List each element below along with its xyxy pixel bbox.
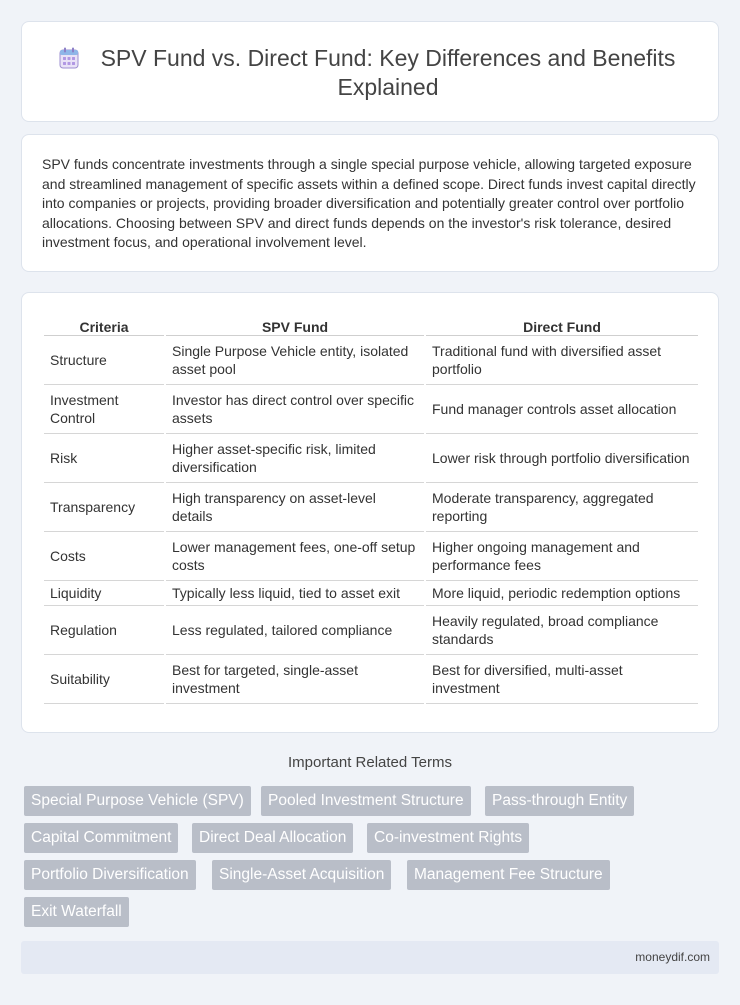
footer-site-link[interactable]: moneydif.com: [635, 950, 710, 964]
direct-cell: Lower risk through portfolio diversification: [426, 434, 698, 483]
table-row: [44, 336, 698, 385]
table-row: [44, 483, 698, 532]
criteria-cell: Investment Control: [44, 385, 164, 434]
table-row: [44, 385, 698, 434]
spv-cell: Best for targeted, single-asset investment: [166, 655, 424, 704]
page-title: SPV Fund vs. Direct Fund: Key Differences and Benefits Explained: [100, 45, 676, 100]
footer-bar: [21, 941, 719, 974]
table-row: [44, 532, 698, 581]
comparison-table: [42, 313, 700, 704]
criteria-cell: Risk: [44, 434, 164, 483]
spv-cell: Less regulated, tailored compliance: [166, 606, 424, 655]
related-tag-spv[interactable]: Special Purpose Vehicle (SPV): [24, 786, 251, 816]
criteria-cell: Transparency: [44, 483, 164, 532]
criteria-cell: Structure: [44, 336, 164, 385]
related-tag-co-investment[interactable]: Co-investment Rights: [367, 823, 529, 853]
related-terms-heading: Important Related Terms: [288, 754, 452, 771]
related-tag-pooled-investment[interactable]: Pooled Investment Structure: [261, 786, 471, 816]
related-tag-management-fee[interactable]: Management Fee Structure: [407, 860, 610, 890]
related-tag-exit-waterfall[interactable]: Exit Waterfall: [24, 897, 129, 927]
criteria-cell: Costs: [44, 532, 164, 581]
comparison-card: [21, 292, 719, 733]
title-card: [21, 21, 719, 122]
related-tag-direct-deal[interactable]: Direct Deal Allocation: [192, 823, 353, 853]
table-row: [44, 434, 698, 483]
direct-cell: Fund manager controls asset allocation: [426, 385, 698, 434]
criteria-cell: Regulation: [44, 606, 164, 655]
related-tag-capital-commitment[interactable]: Capital Commitment: [24, 823, 178, 853]
spv-cell: Lower management fees, one-off setup costs: [166, 532, 424, 581]
criteria-cell: Suitability: [44, 655, 164, 704]
table-row: [44, 581, 698, 606]
table-row: [44, 606, 698, 655]
direct-cell: Higher ongoing management and performance fees: [426, 532, 698, 581]
table-row: [44, 655, 698, 704]
spv-cell: Typically less liquid, tied to asset exit: [166, 581, 424, 606]
spv-cell: High transparency on asset-level details: [166, 483, 424, 532]
header-criteria: Criteria: [44, 313, 164, 336]
related-tag-portfolio-diversification[interactable]: Portfolio Diversification: [24, 860, 196, 890]
header-direct-fund: Direct Fund: [426, 313, 698, 336]
direct-cell: Heavily regulated, broad compliance standards: [426, 606, 698, 655]
criteria-cell: Liquidity: [44, 581, 164, 606]
intro-paragraph: SPV funds concentrate investments through a single special purpose vehicle, allowing targeted exposure and streamlined management of specific assets within a defined scope. Direct funds invest capital directly into companies or projects, providing broader diversification and potentially greater control over portfolio allocations. Choosing between SPV and direct funds depends on the investor's risk tolerance, desired investment focus, and operational involvement level.: [42, 156, 696, 250]
spv-cell: Single Purpose Vehicle entity, isolated asset pool: [166, 336, 424, 385]
table-header-row: [44, 313, 698, 336]
related-tag-pass-through[interactable]: Pass-through Entity: [485, 786, 634, 816]
direct-cell: More liquid, periodic redemption options: [426, 581, 698, 606]
related-tag-single-asset[interactable]: Single-Asset Acquisition: [212, 860, 391, 890]
spv-cell: Investor has direct control over specific assets: [166, 385, 424, 434]
direct-cell: Best for diversified, multi-asset investment: [426, 655, 698, 704]
header-spv-fund: SPV Fund: [166, 313, 424, 336]
spv-cell: Higher asset-specific risk, limited diversification: [166, 434, 424, 483]
intro-card: [21, 134, 719, 272]
direct-cell: Moderate transparency, aggregated reporting: [426, 483, 698, 532]
direct-cell: Traditional fund with diversified asset portfolio: [426, 336, 698, 385]
